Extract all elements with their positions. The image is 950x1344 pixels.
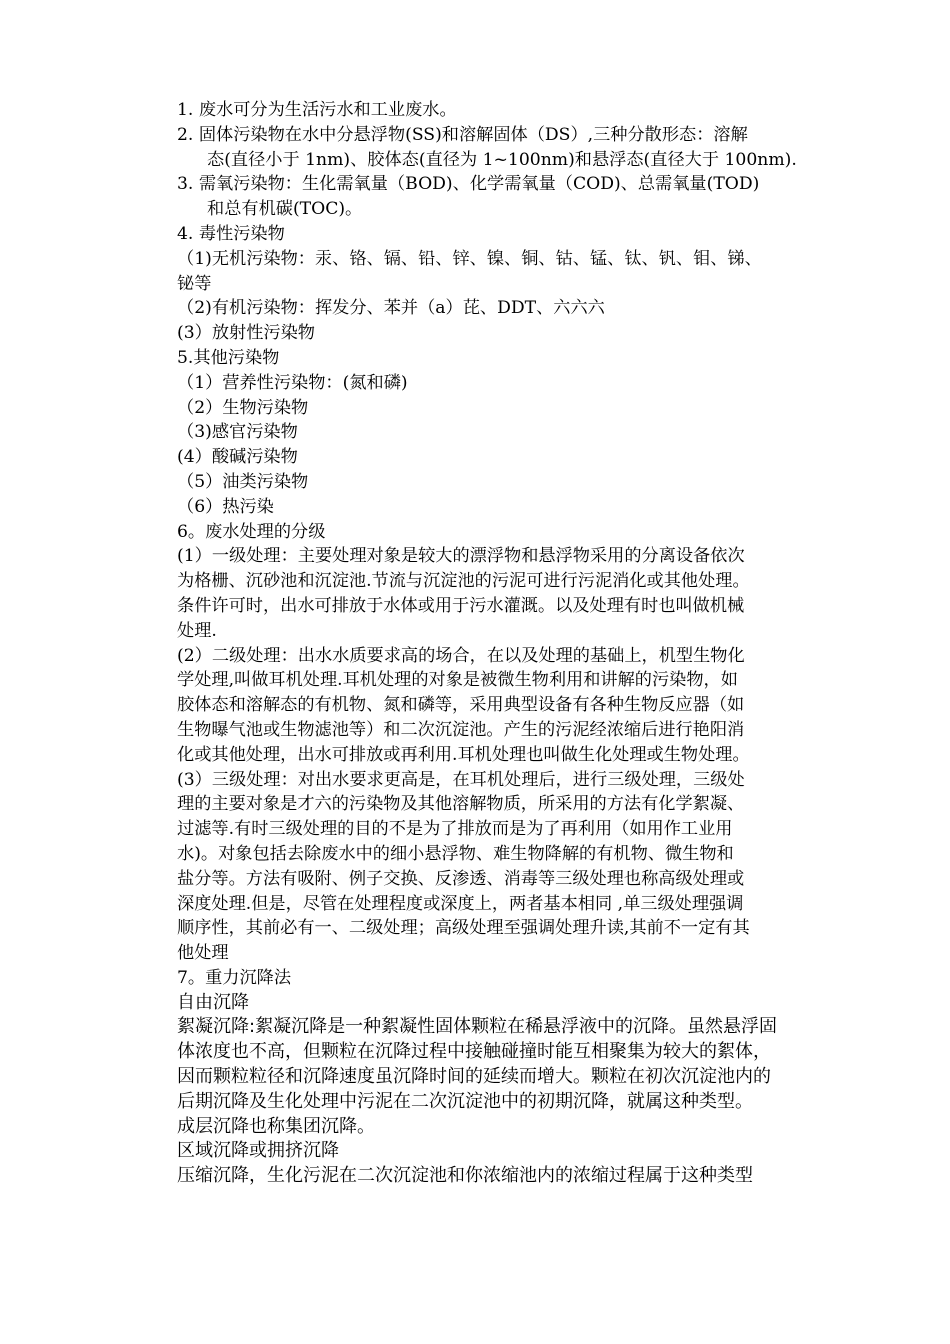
nutrient-pollutants: （1）营养性污染物：(氮和磷) bbox=[177, 372, 408, 393]
flocculent-settling-line-1: 絮凝沉降:絮凝沉降是一种絮凝性固体颗粒在稀悬浮液中的沉降。虽然悬浮固 bbox=[177, 1016, 778, 1038]
secondary-treatment-line-5: 化或其他处理，出水可排放或再利用.耳机处理也叫做生化处理或生物处理。 bbox=[177, 744, 750, 765]
section-7-heading: 7。重力沉降法 bbox=[177, 967, 292, 988]
compression-settling: 压缩沉降，生化污泥在二次沉淀池和你浓缩池内的浓缩过程属于这种类型 bbox=[177, 1165, 753, 1187]
sensory-pollutants: （3)感官污染物 bbox=[177, 422, 298, 443]
oil-pollutants: （5）油类污染物 bbox=[177, 471, 309, 492]
zone-settling: 区域沉降或拥挤沉降 bbox=[177, 1140, 339, 1162]
thermal-pollution: （6）热污染 bbox=[177, 496, 274, 517]
secondary-treatment-line-3: 胶体态和溶解态的有机物、氮和磷等，采用典型设备有各种生物反应器（如 bbox=[177, 695, 745, 716]
document-body bbox=[177, 98, 827, 1189]
primary-treatment-line-2: 为格栅、沉砂池和沉淀池.节流与沉淀池的污泥可进行污泥消化或其他处理。 bbox=[177, 571, 750, 592]
free-settling: 自由沉降 bbox=[177, 991, 249, 1013]
list-item-3-continuation: 和总有机碳(TOC)。 bbox=[207, 199, 363, 220]
tertiary-treatment-line-5: 盐分等。方法有吸附、例子交换、反渗透、消毒等三级处理也称高级处理或 bbox=[177, 868, 745, 889]
section-6-heading: 6。废水处理的分级 bbox=[177, 521, 326, 542]
inorganic-pollutants: （1)无机污染物：汞、铬、镉、铅、锌、镍、铜、钴、锰、钛、钒、钼、锑、 bbox=[177, 248, 762, 269]
tertiary-treatment-line-3: 过滤等.有时三级处理的目的不是为了排放而是为了再利用（如用作工业用 bbox=[177, 819, 733, 840]
section-5-heading: 5.其他污染物 bbox=[177, 347, 280, 368]
tertiary-treatment-line-4: 水)。对象包括去除废水中的细小悬浮物、难生物降解的有机物、微生物和 bbox=[177, 843, 734, 864]
tertiary-treatment-line-1: (3）三级处理：对出水要求更高是，在耳机处理后，进行三级处理，三级处 bbox=[177, 769, 745, 790]
secondary-treatment-line-4: 生物曝气池或生物滤池等）和二次沉淀池。产生的污泥经浓缩后进行艳阳消 bbox=[177, 719, 745, 740]
list-item-4: 4. 毒性污染物 bbox=[177, 223, 285, 244]
acid-base-pollutants: (4）酸碱污染物 bbox=[177, 447, 298, 468]
inorganic-pollutants-continuation: 铋等 bbox=[177, 273, 212, 294]
list-item-2: 2. 固体污染物在水中分悬浮物(SS)和溶解固体（DS）,三种分散形态：溶解 bbox=[177, 124, 748, 145]
radioactive-pollutants: (3）放射性污染物 bbox=[177, 323, 315, 344]
tertiary-treatment-line-6: 深度处理.但是，尽管在处理程度或深度上，两者基本相同 ,单三级处理强调 bbox=[177, 893, 744, 914]
list-item-2-continuation: 态(直径小于 1nm)、胶体态(直径为 1~100nm)和悬浮态(直径大于 100nm). bbox=[207, 149, 797, 170]
flocculent-settling-line-3: 因而颗粒粒径和沉降速度虽沉降时间的延续而增大。颗粒在初次沉淀池内的 bbox=[177, 1066, 771, 1088]
zone-settling-alias: 成层沉降也称集团沉降。 bbox=[177, 1115, 375, 1137]
tertiary-treatment-line-8: 他处理 bbox=[177, 943, 229, 964]
primary-treatment-line-4: 处理. bbox=[177, 620, 217, 641]
list-item-1: 1. 废水可分为生活污水和工业废水。 bbox=[177, 100, 457, 120]
primary-treatment-line-1: (1）一级处理：主要处理对象是较大的漂浮物和悬浮物采用的分离设备依次 bbox=[177, 546, 745, 567]
tertiary-treatment-line-7: 顺序性，其前必有一、二级处理；高级处理至强调处理升读,其前不一定有其 bbox=[177, 918, 750, 939]
tertiary-treatment-line-2: 理的主要对象是才六的污染物及其他溶解物质，所采用的方法有化学絮凝、 bbox=[177, 794, 745, 815]
biological-pollutants: （2）生物污染物 bbox=[177, 397, 309, 418]
flocculent-settling-line-2: 体浓度也不高，但颗粒在沉降过程中接触碰撞时能互相聚集为较大的絮体， bbox=[177, 1041, 771, 1063]
organic-pollutants: （2)有机污染物：挥发分、苯并（a）芘、DDT、六六六 bbox=[177, 298, 605, 319]
secondary-treatment-line-2: 学处理,叫做耳机处理.耳机处理的对象是被微生物利用和讲解的污染物，如 bbox=[177, 670, 738, 691]
list-item-3: 3. 需氧污染物：生化需氧量（BOD)、化学需氧量（COD)、总需氧量(TOD) bbox=[177, 174, 760, 195]
primary-treatment-line-3: 条件许可时，出水可排放于水体或用于污水灌溉。以及处理有时也叫做机械 bbox=[177, 595, 745, 616]
flocculent-settling-line-4: 后期沉降及生化处理中污泥在二次沉淀池中的初期沉降，就属这种类型。 bbox=[177, 1090, 753, 1112]
secondary-treatment-line-1: (2）二级处理：出水水质要求高的场合，在以及处理的基础上，机型生物化 bbox=[177, 645, 745, 666]
